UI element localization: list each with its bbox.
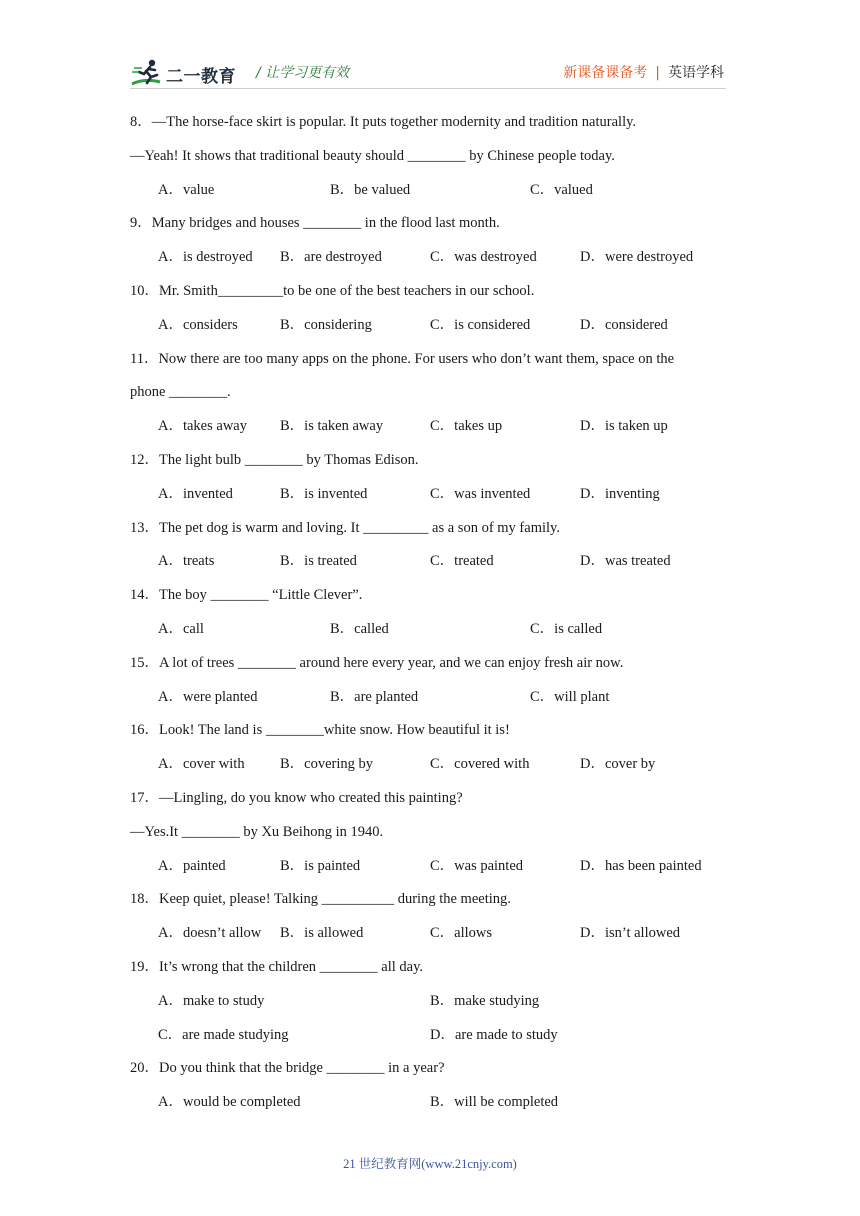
question-item — [130, 213, 730, 281]
header-separator: | — [655, 65, 660, 81]
question-item — [130, 653, 730, 721]
options-row — [130, 1092, 730, 1126]
answer-option: B．make studying — [430, 992, 540, 1009]
options-row — [130, 1025, 730, 1059]
answer-option: A．painted — [158, 857, 226, 874]
logo — [130, 58, 240, 88]
answer-option: C．treated — [430, 553, 494, 570]
answer-option: B．covering by — [280, 756, 374, 773]
options-row — [130, 754, 730, 788]
answer-option: A．invented — [158, 485, 233, 502]
question-stem: 19．It’s wrong that the children ________ all day. — [130, 958, 424, 975]
question-item — [130, 281, 730, 349]
options-row — [130, 247, 730, 281]
options-row — [130, 315, 730, 349]
answer-option: C．will plant — [530, 688, 610, 705]
answer-option: B．is treated — [280, 553, 357, 570]
question-item — [130, 349, 730, 450]
answer-option: A．value — [158, 181, 215, 198]
question-item — [130, 1058, 730, 1126]
question-stem-continued: —Yeah! It shows that traditional beauty should ________ by Chinese people today. — [130, 147, 615, 164]
question-item — [130, 788, 730, 889]
answer-option: D．were destroyed — [580, 249, 694, 266]
answer-option: A．treats — [158, 553, 215, 570]
header-divider — [130, 88, 726, 89]
page-header — [130, 58, 726, 90]
answer-option: B．are planted — [330, 688, 419, 705]
question-item — [130, 450, 730, 518]
answer-option: B．are destroyed — [280, 249, 382, 266]
answer-option: B．is invented — [280, 485, 368, 502]
header-right — [563, 62, 724, 82]
answer-option: C．is called — [530, 620, 603, 637]
options-row — [130, 856, 730, 890]
header-subject: 英语学科 — [668, 65, 724, 81]
options-row — [130, 619, 730, 653]
question-item — [130, 112, 730, 213]
answer-option: A．takes away — [158, 418, 247, 435]
answer-option: D．has been painted — [580, 857, 702, 874]
answer-option: B．is painted — [280, 857, 361, 874]
runner-logo-icon — [130, 58, 166, 88]
answer-option: C．valued — [530, 181, 593, 198]
answer-option: D．isn’t allowed — [580, 925, 681, 942]
question-stem: 17．—Lingling, do you know who created this painting? — [130, 789, 463, 806]
header-tag-left: 新课备课备考 — [563, 65, 648, 81]
answer-option: C．takes up — [430, 418, 503, 435]
question-stem: 9．Many bridges and houses ________ in the flood last month. — [130, 215, 500, 232]
answer-option: C．allows — [430, 925, 493, 942]
answer-option: B．is taken away — [280, 418, 384, 435]
question-stem: 20．Do you think that the bridge ________ in a year? — [130, 1060, 445, 1077]
logo-text: 二一教育 — [166, 67, 236, 87]
answer-option: C．was invented — [430, 485, 531, 502]
answer-option: B．called — [330, 620, 389, 637]
question-item — [130, 585, 730, 653]
answer-option: A．would be completed — [158, 1094, 301, 1111]
question-stem: 8．—The horse-face skirt is popular. It puts together modernity and tradition naturally. — [130, 114, 637, 130]
question-stem-continued: —Yes.It ________ by Xu Beihong in 1940. — [130, 823, 384, 840]
page-footer: 21 世纪教育网(www.21cnjy.com) — [343, 1157, 517, 1171]
question-stem: 14．The boy ________ “Little Clever”. — [130, 587, 363, 604]
answer-option: A．doesn’t allow — [158, 925, 262, 942]
question-item — [130, 889, 730, 957]
answer-option: D．are made to study — [430, 1026, 558, 1043]
question-stem: 15．A lot of trees ________ around here every year, and we can enjoy fresh air now. — [130, 654, 624, 671]
question-stem: 10．Mr. Smith_________to be one of the best teachers in our school. — [130, 282, 535, 299]
answer-option: D．cover by — [580, 756, 656, 773]
answer-option: B．will be completed — [430, 1094, 559, 1111]
question-item — [130, 957, 730, 1058]
answer-option: A．were planted — [158, 688, 258, 705]
answer-option: A．cover with — [158, 756, 245, 773]
answer-option: C．was destroyed — [430, 249, 537, 266]
answer-option: D．was treated — [580, 553, 671, 570]
options-row — [130, 923, 730, 957]
answer-option: D．considered — [580, 316, 668, 333]
answer-option: D．is taken up — [580, 418, 668, 435]
answer-option: D．inventing — [580, 485, 660, 502]
answer-option: C．was painted — [430, 857, 524, 874]
question-stem: 11．Now there are too many apps on the phone. For users who don’t want them, space on the — [130, 350, 675, 367]
question-list — [130, 112, 730, 1126]
answer-option: A．call — [158, 620, 204, 637]
slogan: / 让学习更有效 — [256, 65, 350, 81]
question-stem: 13．The pet dog is warm and loving. It _________ as a son of my family. — [130, 519, 560, 536]
options-row — [130, 484, 730, 518]
options-row — [130, 180, 730, 214]
options-row — [130, 687, 730, 721]
answer-option: C．is considered — [430, 316, 531, 333]
answer-option: B．be valued — [330, 181, 411, 198]
question-item — [130, 518, 730, 586]
question-stem-continued: phone ________. — [130, 384, 231, 401]
options-row — [130, 991, 730, 1025]
answer-option: A．considers — [158, 316, 238, 333]
answer-option: C．are made studying — [158, 1026, 289, 1043]
answer-option: A．is destroyed — [158, 249, 253, 266]
answer-option: A．make to study — [158, 992, 265, 1009]
question-item — [130, 720, 730, 788]
question-stem: 16．Look! The land is ________white snow. How beautiful it is! — [130, 722, 510, 739]
question-stem: 18．Keep quiet, please! Talking __________ during the meeting. — [130, 891, 511, 908]
answer-option: B．considering — [280, 316, 372, 333]
options-row — [130, 551, 730, 585]
options-row — [130, 416, 730, 450]
question-stem: 12．The light bulb ________ by Thomas Edison. — [130, 451, 419, 468]
answer-option: C．covered with — [430, 756, 530, 773]
answer-option: B．is allowed — [280, 925, 364, 942]
